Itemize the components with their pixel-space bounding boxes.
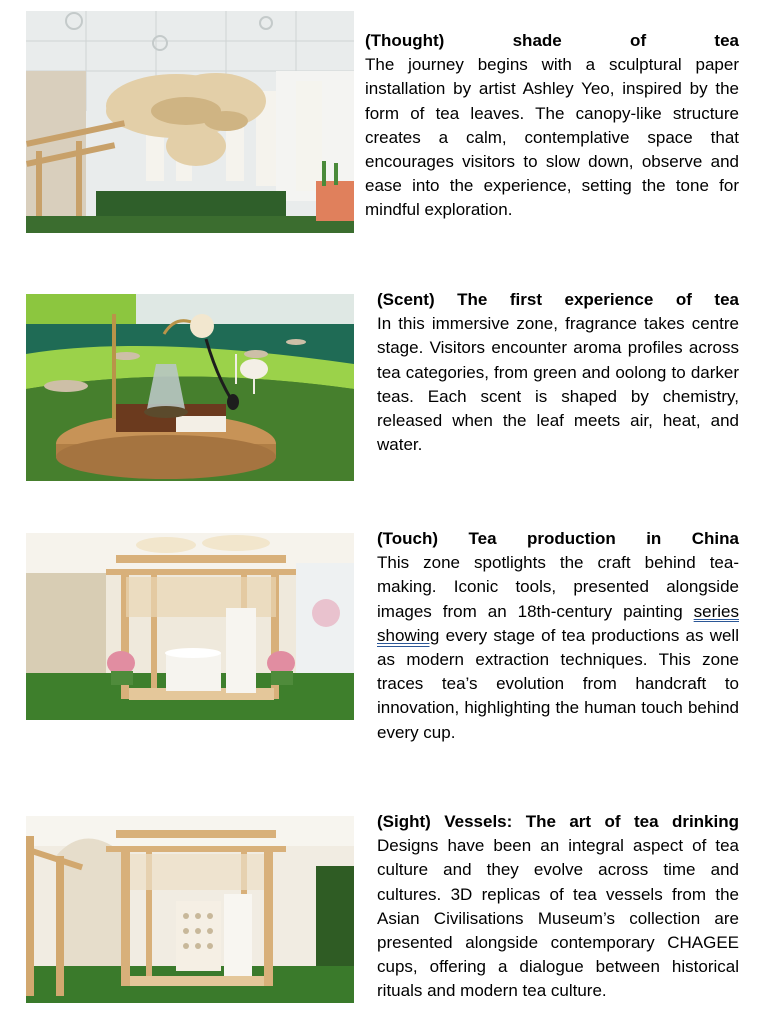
paper-installation-photo <box>26 11 354 233</box>
pavilion-vessels-photo <box>26 816 354 1003</box>
body-after-link: every stage of tea productions as well as modern extraction techniques. This zone traces tea’s evolution from handcraft to innovation, highlighting the human touch behind every cup. <box>377 625 739 742</box>
section-heading: (Scent) The first experience of tea <box>377 290 739 309</box>
section-thought-text <box>365 29 739 223</box>
body-before-link: This zone spotlights the craft behind tea-making. Iconic tools, presented alongside images from an 18th-century painting <box>377 553 739 621</box>
section-touch-text <box>377 527 739 745</box>
section-body: Designs have been an integral aspect of tea culture and they evolve across time and cultures. 3D replicas of tea vessels from the Asian Civilisations Museum’s collection are presented alongside contemporary CHAGEE cups, offering a dialogue between historical rituals and modern tea culture. <box>377 836 739 1001</box>
section-body: In this immersive zone, fragrance takes centre stage. Visitors encounter aroma profiles across tea categories, from green and oolong to darker teas. Each scent is shaped by chemistry, released when the leaf meets air, heat, and water. <box>377 314 739 455</box>
proofing-underline: series showing <box>377 601 739 645</box>
section-heading: (Touch) Tea production in China <box>377 529 739 548</box>
section-heading: (Sight) Vessels: The art of tea drinking <box>377 812 739 831</box>
pavilion-tools-photo <box>26 533 354 720</box>
section-scent-text <box>377 288 739 457</box>
section-heading: (Thought) shade of tea <box>365 31 739 50</box>
section-sight-text <box>377 810 739 1004</box>
scent-station-photo <box>26 294 354 481</box>
section-body: The journey begins with a sculptural paper installation by artist Ashley Yeo, inspired by the form of tea leaves. The canopy-like structure creates a calm, contemplative space that encourages visitors to slow down, observe and ease into the experience, setting the tone for mindful exploration. <box>365 55 739 220</box>
section-body <box>377 551 739 745</box>
